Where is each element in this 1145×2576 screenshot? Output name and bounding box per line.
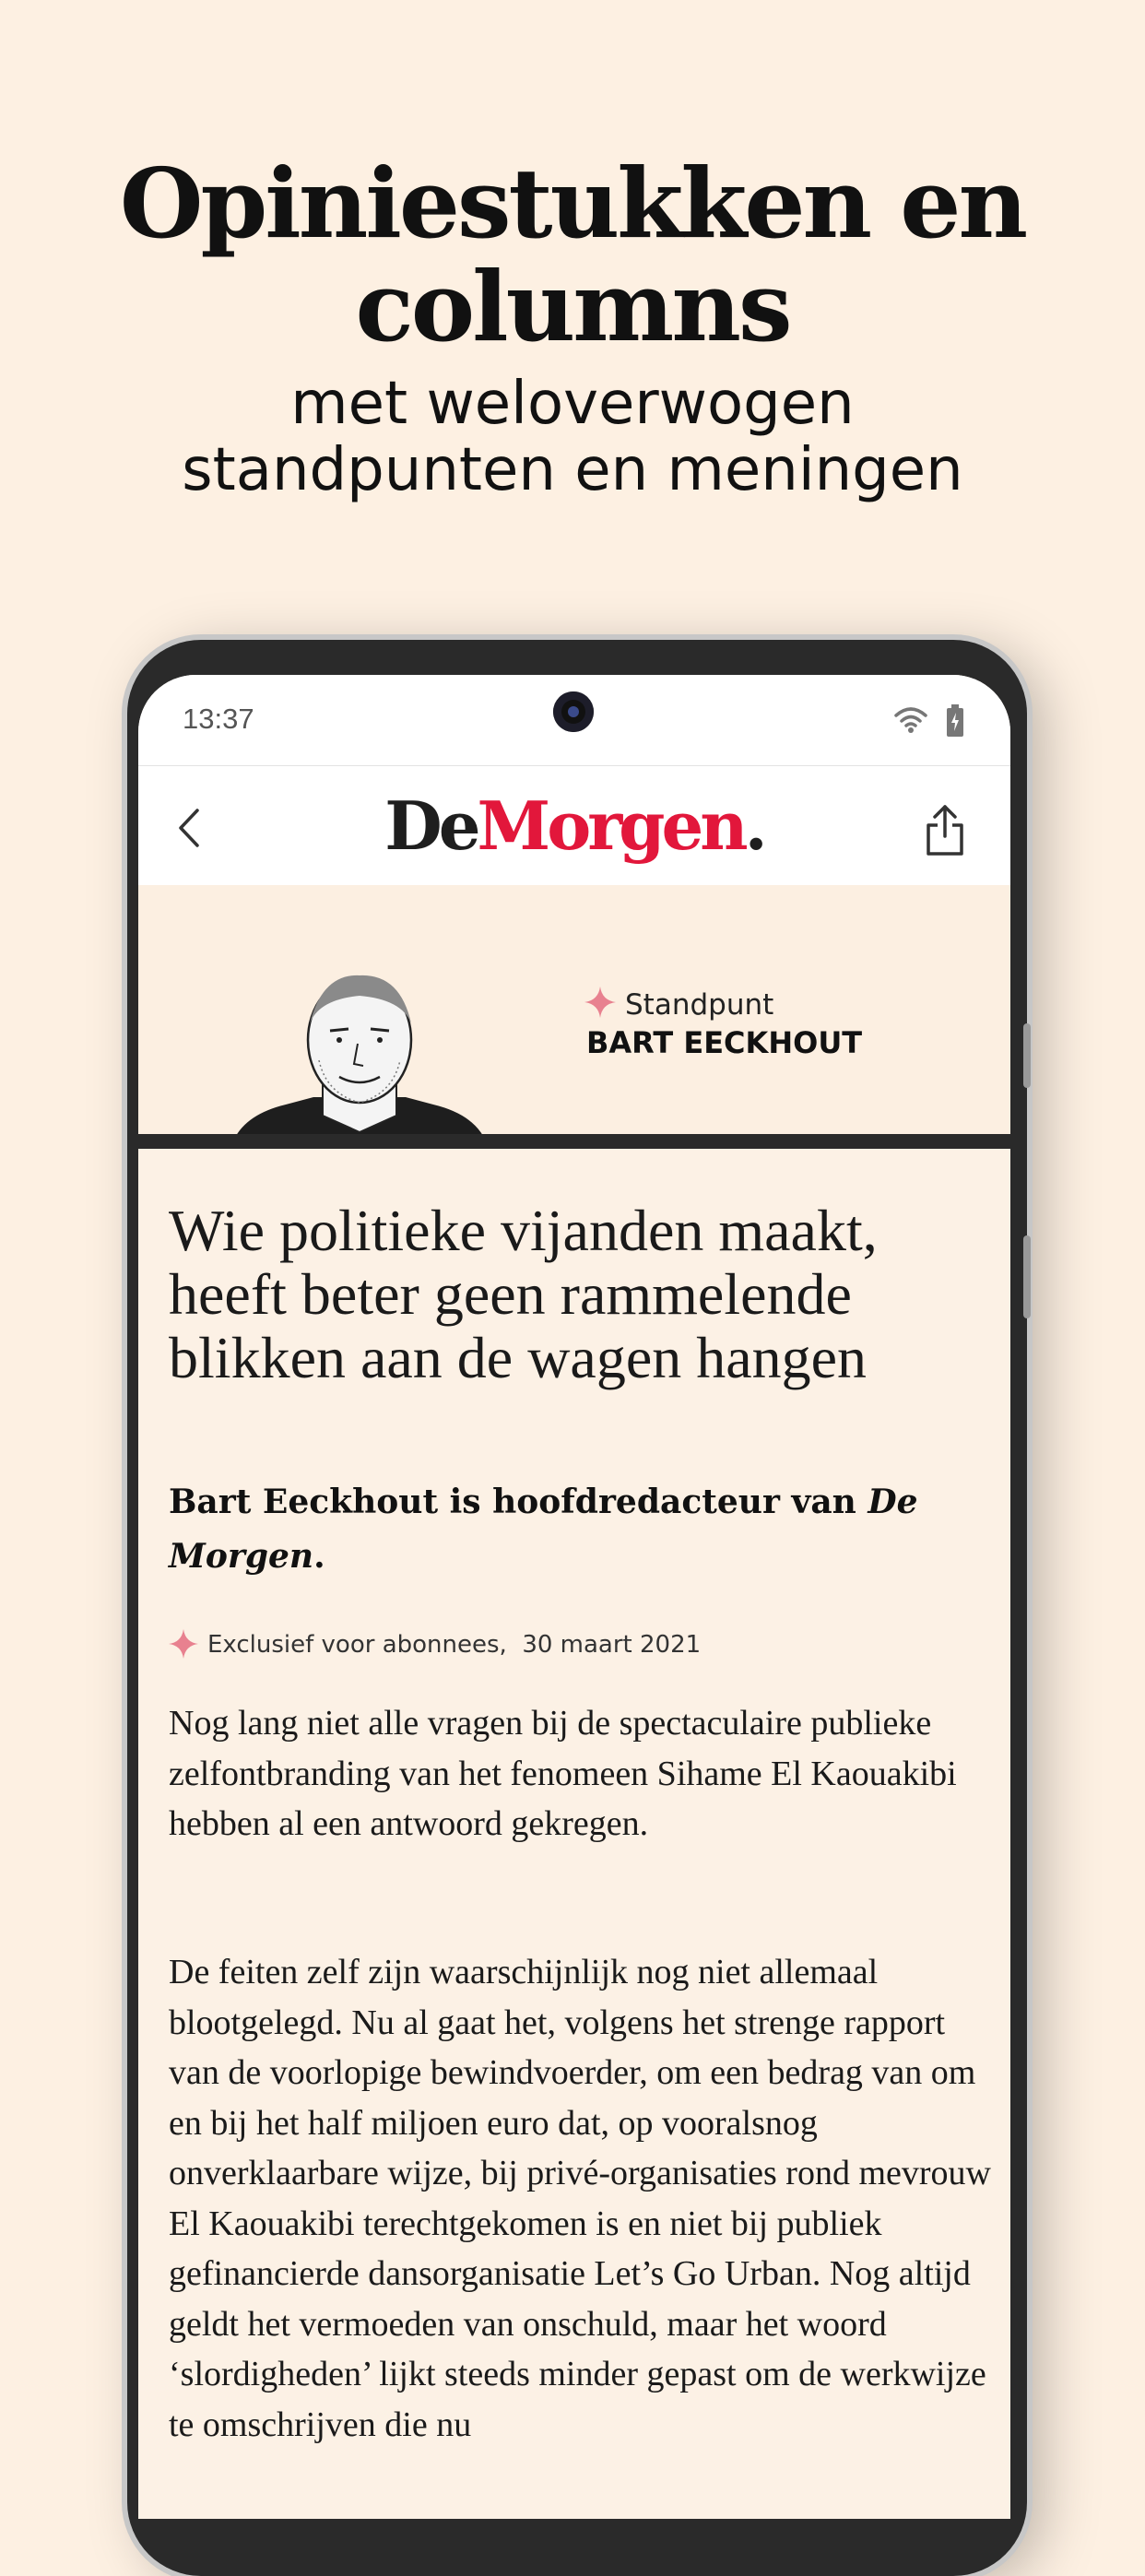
phone-side-button	[1023, 1023, 1031, 1088]
phone-screen	[138, 675, 1010, 2519]
section-label-text: Standpunt	[625, 988, 774, 1022]
de-morgen-logo[interactable]	[138, 786, 1010, 865]
logo-morgen: Morgen	[477, 786, 745, 865]
article-paragraph: Nog lang niet alle vragen bij de spectaculaire publieke zelfontbranding van het fenomeen Sihame El Kaouakibi hebben al een antwoord gekregen.	[169, 1704, 957, 1843]
article-meta-text: Exclusief voor abonnees, 30 maart 2021	[207, 1631, 702, 1659]
promo-title-line: columns	[355, 250, 790, 363]
article-headline: Wie politieke vijanden maakt, heeft beter geen rammelende blikken aan de wagen hangen	[169, 1198, 878, 1390]
author-band-divider	[138, 1134, 1010, 1149]
promo-subtitle-line: standpunten en meningen	[182, 436, 963, 504]
battery-icon	[946, 704, 964, 738]
lead-text: Bart Eeckhout is hoofdredacteur van	[169, 1483, 868, 1521]
promo-title	[0, 147, 1145, 363]
article-lead	[169, 1475, 962, 1584]
lead-end: .	[313, 1537, 325, 1576]
promo-subtitle	[0, 371, 1145, 503]
article-paragraph: De feiten zelf zijn waarschijnlijk nog niet allemaal blootgelegd. Nu al gaat het, volgens het strenge rapport van de voorlopige bewindvoerder, om een bedrag van om en bij het half miljoen euro dat, op vooralsnog onverklaarbare wijze, bij privé-organisaties rond mevrouw El Kaouakibi terechtgekomen is en niet bij publiek gefinancierde dansorganisatie Let’s Go Urban. Nog altijd geldt het vermoeden van onschuld, maar het woord ‘slordigheden’ lijkt steeds minder gepast om de werkwijze te omschrijven die nu	[169, 1953, 991, 2444]
author-portrait	[230, 968, 489, 1149]
author-name[interactable]: BART EECKHOUT	[586, 1025, 863, 1060]
status-bar	[138, 675, 1010, 765]
phone-side-button	[1023, 1235, 1031, 1318]
spark-icon	[584, 987, 616, 1018]
wifi-icon	[894, 706, 927, 734]
share-icon[interactable]	[922, 803, 968, 858]
lead-publication: De Morgen	[169, 1483, 918, 1576]
spark-icon	[169, 1629, 198, 1659]
promo-title-line: Opiniestukken en	[119, 147, 1026, 260]
status-time: 13:37	[183, 703, 254, 735]
camera-icon	[553, 691, 594, 732]
promo-subtitle-line: met weloverwogen	[290, 370, 855, 438]
author-band	[138, 885, 1010, 1149]
app-bar	[138, 765, 1010, 887]
logo-dot: .	[744, 786, 764, 865]
logo-de: De	[384, 786, 478, 865]
